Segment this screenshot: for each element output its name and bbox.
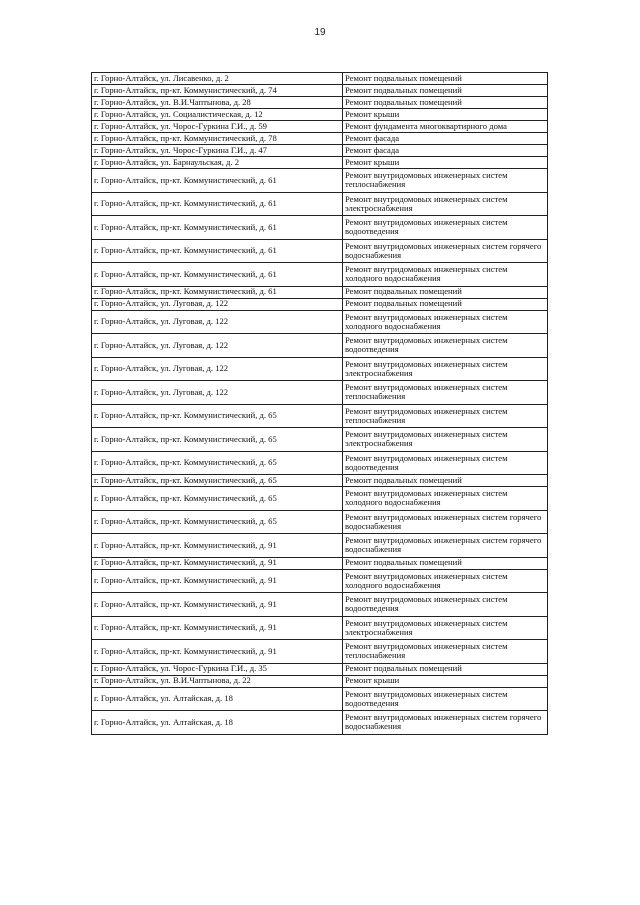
address-cell: г. Горно-Алтайск, пр-кт. Коммунистический, д. 91 (92, 616, 343, 640)
table-row (92, 616, 548, 640)
table-row (92, 216, 548, 240)
work-type-cell: Ремонт подвальных помещений (343, 97, 548, 109)
address-cell: г. Горно-Алтайск, пр-кт. Коммунистический, д. 65 (92, 510, 343, 534)
work-type-cell: Ремонт внутридомовых инженерных систем теплоснабжения (343, 640, 548, 664)
address-cell: г. Горно-Алтайск, ул. Барнаульская, д. 2 (92, 157, 343, 169)
address-cell: г. Горно-Алтайск, ул. Чорос-Гуркина Г.И., д. 35 (92, 663, 343, 675)
table-row (92, 428, 548, 452)
table-row (92, 381, 548, 405)
address-cell: г. Горно-Алтайск, ул. Луговая, д. 122 (92, 381, 343, 405)
table-row (92, 169, 548, 193)
table-row (92, 711, 548, 735)
table-row (92, 675, 548, 687)
address-cell: г. Горно-Алтайск, пр-кт. Коммунистический, д. 61 (92, 286, 343, 298)
work-type-cell: Ремонт внутридомовых инженерных систем водоотведения (343, 334, 548, 358)
address-cell: г. Горно-Алтайск, ул. Чорос-Гуркина Г.И., д. 59 (92, 121, 343, 133)
table-row (92, 640, 548, 664)
table-row (92, 593, 548, 617)
table-row (92, 298, 548, 310)
work-type-cell: Ремонт внутридомовых инженерных систем электроснабжения (343, 357, 548, 381)
work-type-cell: Ремонт фасада (343, 145, 548, 157)
work-type-cell: Ремонт внутридомовых инженерных систем водоотведения (343, 216, 548, 240)
table-row (92, 192, 548, 216)
work-type-cell: Ремонт внутридомовых инженерных систем горячего водоснабжения (343, 510, 548, 534)
table-row (92, 157, 548, 169)
work-type-cell: Ремонт подвальных помещений (343, 298, 548, 310)
table-row (92, 109, 548, 121)
table-row (92, 569, 548, 593)
address-cell: г. Горно-Алтайск, ул. Лисавенко, д. 2 (92, 73, 343, 85)
address-cell: г. Горно-Алтайск, пр-кт. Коммунистический, д. 74 (92, 85, 343, 97)
address-cell: г. Горно-Алтайск, пр-кт. Коммунистический, д. 91 (92, 593, 343, 617)
address-cell: г. Горно-Алтайск, пр-кт. Коммунистический, д. 78 (92, 133, 343, 145)
table-row (92, 97, 548, 109)
work-type-cell: Ремонт внутридомовых инженерных систем горячего водоснабжения (343, 711, 548, 735)
table-row (92, 133, 548, 145)
address-cell: г. Горно-Алтайск, пр-кт. Коммунистический, д. 91 (92, 557, 343, 569)
work-type-cell: Ремонт фасада (343, 133, 548, 145)
address-cell: г. Горно-Алтайск, ул. Луговая, д. 122 (92, 298, 343, 310)
table-row (92, 663, 548, 675)
table-row (92, 487, 548, 511)
work-type-cell: Ремонт внутридомовых инженерных систем холодного водоснабжения (343, 569, 548, 593)
work-type-cell: Ремонт внутридомовых инженерных систем водоотведения (343, 451, 548, 475)
table-row (92, 145, 548, 157)
work-type-cell: Ремонт внутридомовых инженерных систем электроснабжения (343, 192, 548, 216)
work-type-cell: Ремонт подвальных помещений (343, 286, 548, 298)
address-cell: г. Горно-Алтайск, ул. Алтайская, д. 18 (92, 711, 343, 735)
address-cell: г. Горно-Алтайск, пр-кт. Коммунистический, д. 65 (92, 404, 343, 428)
address-cell: г. Горно-Алтайск, ул. Луговая, д. 122 (92, 310, 343, 334)
address-cell: г. Горно-Алтайск, пр-кт. Коммунистический, д. 61 (92, 263, 343, 287)
address-cell: г. Горно-Алтайск, пр-кт. Коммунистический, д. 61 (92, 239, 343, 263)
work-type-cell: Ремонт внутридомовых инженерных систем теплоснабжения (343, 404, 548, 428)
work-type-cell: Ремонт крыши (343, 157, 548, 169)
table-row (92, 85, 548, 97)
table-row (92, 121, 548, 133)
work-type-cell: Ремонт внутридомовых инженерных систем холодного водоснабжения (343, 263, 548, 287)
table-row (92, 475, 548, 487)
table-row (92, 334, 548, 358)
address-cell: г. Горно-Алтайск, ул. Чорос-Гуркина Г.И., д. 47 (92, 145, 343, 157)
address-cell: г. Горно-Алтайск, ул. Социалистическая, д. 12 (92, 109, 343, 121)
address-cell: г. Горно-Алтайск, пр-кт. Коммунистический, д. 65 (92, 428, 343, 452)
work-type-cell: Ремонт внутридомовых инженерных систем горячего водоснабжения (343, 534, 548, 558)
work-type-cell: Ремонт подвальных помещений (343, 475, 548, 487)
work-type-cell: Ремонт подвальных помещений (343, 557, 548, 569)
work-type-cell: Ремонт фундамента многоквартирного дома (343, 121, 548, 133)
table-row (92, 357, 548, 381)
address-cell: г. Горно-Алтайск, пр-кт. Коммунистический, д. 61 (92, 192, 343, 216)
work-type-cell: Ремонт внутридомовых инженерных систем горячего водоснабжения (343, 239, 548, 263)
address-cell: г. Горно-Алтайск, пр-кт. Коммунистический, д. 91 (92, 569, 343, 593)
address-cell: г. Горно-Алтайск, пр-кт. Коммунистический, д. 91 (92, 640, 343, 664)
work-type-cell: Ремонт внутридомовых инженерных систем теплоснабжения (343, 381, 548, 405)
work-type-cell: Ремонт крыши (343, 675, 548, 687)
work-type-cell: Ремонт внутридомовых инженерных систем электроснабжения (343, 428, 548, 452)
address-cell: г. Горно-Алтайск, пр-кт. Коммунистический, д. 91 (92, 534, 343, 558)
work-type-cell: Ремонт внутридомовых инженерных систем теплоснабжения (343, 169, 548, 193)
table-row (92, 239, 548, 263)
table-row (92, 310, 548, 334)
address-cell: г. Горно-Алтайск, пр-кт. Коммунистический, д. 65 (92, 451, 343, 475)
table-row (92, 286, 548, 298)
work-type-cell: Ремонт внутридомовых инженерных систем водоотведения (343, 687, 548, 711)
table-row (92, 687, 548, 711)
work-type-cell: Ремонт крыши (343, 109, 548, 121)
work-type-cell: Ремонт внутридомовых инженерных систем электроснабжения (343, 616, 548, 640)
table-row (92, 73, 548, 85)
address-cell: г. Горно-Алтайск, пр-кт. Коммунистический, д. 61 (92, 216, 343, 240)
work-type-cell: Ремонт внутридомовых инженерных систем холодного водоснабжения (343, 487, 548, 511)
page-number: 19 (314, 27, 326, 38)
table-row (92, 557, 548, 569)
table-row (92, 510, 548, 534)
address-cell: г. Горно-Алтайск, ул. Луговая, д. 122 (92, 357, 343, 381)
table-body (92, 73, 548, 735)
address-cell: г. Горно-Алтайск, пр-кт. Коммунистический, д. 61 (92, 169, 343, 193)
table-row (92, 404, 548, 428)
address-cell: г. Горно-Алтайск, ул. Луговая, д. 122 (92, 334, 343, 358)
table-row (92, 534, 548, 558)
repair-works-table (91, 72, 548, 735)
address-cell: г. Горно-Алтайск, ул. Алтайская, д. 18 (92, 687, 343, 711)
table-row (92, 263, 548, 287)
work-type-cell: Ремонт подвальных помещений (343, 73, 548, 85)
address-cell: г. Горно-Алтайск, ул. В.И.Чаптынова, д. 28 (92, 97, 343, 109)
work-type-cell: Ремонт подвальных помещений (343, 85, 548, 97)
address-cell: г. Горно-Алтайск, ул. В.И.Чаптынова, д. 22 (92, 675, 343, 687)
work-type-cell: Ремонт внутридомовых инженерных систем холодного водоснабжения (343, 310, 548, 334)
address-cell: г. Горно-Алтайск, пр-кт. Коммунистический, д. 65 (92, 487, 343, 511)
table-row (92, 451, 548, 475)
address-cell: г. Горно-Алтайск, пр-кт. Коммунистический, д. 65 (92, 475, 343, 487)
work-type-cell: Ремонт подвальных помещений (343, 663, 548, 675)
work-type-cell: Ремонт внутридомовых инженерных систем водоотведения (343, 593, 548, 617)
